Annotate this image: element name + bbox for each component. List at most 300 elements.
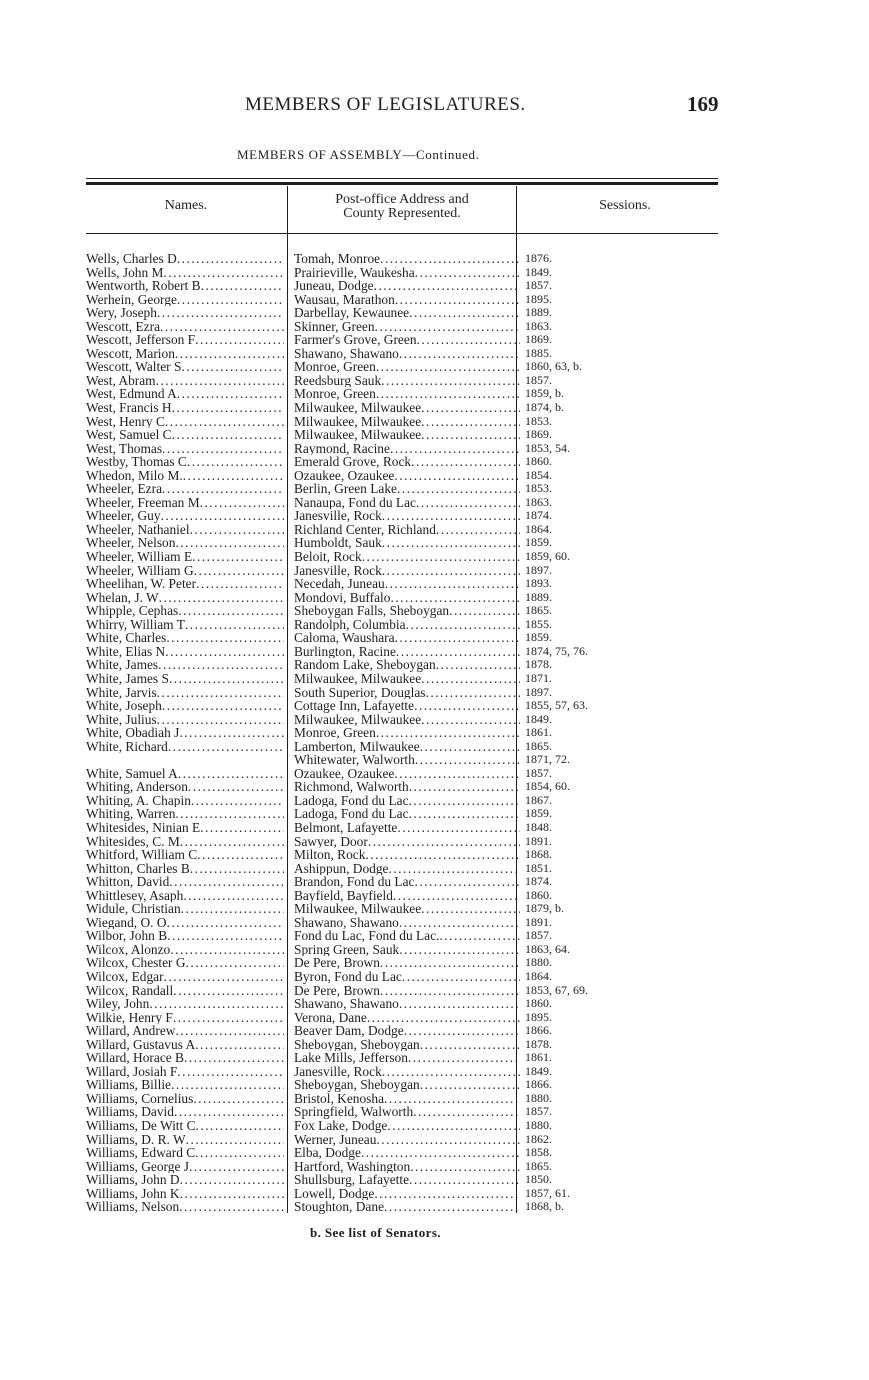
member-name-cell	[86, 658, 284, 672]
dot-leader	[183, 889, 284, 903]
table-row	[86, 767, 588, 781]
member-name: White, Richard	[86, 739, 168, 754]
post-office-address: Shawano, Shawano	[294, 346, 399, 361]
member-name: Whiting, Warren	[86, 807, 176, 821]
member-name: Whiting, A. Chapin	[86, 793, 191, 808]
table-row	[86, 1187, 588, 1201]
member-name: Whirry, William T	[86, 617, 185, 632]
sessions-cell: 1861.	[525, 1050, 552, 1065]
member-name-cell	[86, 1038, 284, 1052]
table-row	[86, 1160, 588, 1174]
post-office-cell	[284, 889, 520, 903]
sessions-cell: 1871.	[525, 670, 552, 685]
member-name-cell	[86, 442, 284, 456]
member-name: Willard, Horace B	[86, 1051, 184, 1065]
dot-leader	[415, 753, 520, 767]
member-name-cell	[86, 956, 284, 970]
member-name-cell	[86, 1011, 284, 1025]
table-row	[86, 428, 588, 442]
sessions-cell: 1849.	[525, 264, 552, 279]
post-office-cell	[284, 347, 520, 361]
table-row	[86, 970, 588, 984]
dot-leader	[408, 1051, 520, 1065]
table-row	[86, 807, 588, 821]
dot-leader	[172, 401, 284, 415]
table-row	[86, 1173, 588, 1187]
member-name-cell	[86, 306, 284, 320]
dot-leader	[421, 401, 520, 415]
table-row	[86, 523, 588, 537]
post-office-cell	[284, 1187, 520, 1201]
dot-leader	[380, 252, 520, 266]
table-row	[86, 1133, 588, 1147]
member-name-cell	[86, 1133, 284, 1147]
post-office-cell	[284, 360, 520, 374]
post-office-cell	[284, 266, 520, 280]
sessions-cell: 1893.	[525, 576, 552, 591]
table-row	[86, 347, 588, 361]
sessions-cell: 1868.	[525, 847, 552, 862]
post-office-cell	[284, 523, 520, 537]
post-office-header-line2: County Represented.	[343, 206, 461, 221]
dot-leader	[174, 1105, 284, 1119]
table-row	[86, 374, 588, 388]
sessions-cell: 1851.	[525, 860, 552, 875]
post-office-cell	[284, 875, 520, 889]
sessions-cell: 1865.	[525, 738, 552, 753]
sessions-cell: 1864.	[525, 968, 552, 983]
dot-leader	[409, 794, 520, 808]
post-office-cell	[284, 293, 520, 307]
dot-leader	[200, 821, 284, 835]
member-name: Whitesides, C. M	[86, 834, 180, 849]
dot-leader	[192, 550, 284, 564]
sessions-cell: 1849.	[525, 711, 552, 726]
member-name-cell	[86, 1065, 284, 1079]
dot-leader	[200, 496, 284, 510]
dot-leader	[409, 306, 520, 320]
sessions-cell: 1880.	[525, 1090, 552, 1105]
post-office-cell	[284, 794, 520, 808]
dot-leader	[426, 686, 520, 700]
member-name: Willard, Gustavus A	[86, 1037, 196, 1052]
member-name-cell	[86, 767, 284, 781]
sessions-cell: 1865.	[525, 1158, 552, 1173]
table-row	[86, 564, 588, 578]
post-office-address: Verona, Dane	[294, 1010, 367, 1025]
dot-leader	[175, 536, 284, 550]
table-row	[86, 686, 588, 700]
sessions-cell: 1874.	[525, 508, 552, 523]
post-office-address: Sheboygan, Sheboygan	[294, 1037, 420, 1052]
sessions-cell: 1874, b.	[525, 400, 564, 415]
member-name-cell	[86, 293, 284, 307]
member-name-cell	[86, 699, 284, 713]
member-name-cell	[86, 984, 284, 998]
sessions-cell: 1850.	[525, 1172, 552, 1187]
post-office-address: Random Lake, Sheboygan	[294, 658, 436, 672]
sessions-cell: 1853.	[525, 413, 552, 428]
post-office-cell	[284, 699, 520, 713]
member-name: Wells, John M	[86, 265, 164, 280]
post-office-address: Milwaukee, Milwaukee	[294, 428, 422, 442]
dot-leader	[193, 1092, 284, 1106]
dot-leader	[178, 604, 284, 618]
post-office-address: South Superior, Douglas	[294, 685, 426, 700]
member-name: Wiegand, O. O	[86, 915, 167, 930]
table-row	[86, 780, 588, 794]
dot-leader	[414, 699, 520, 713]
member-name: Williams, George J	[86, 1159, 189, 1174]
post-office-address: Lamberton, Milwaukee	[294, 739, 420, 754]
post-office-cell	[284, 997, 520, 1011]
post-office-address: Monroe, Green	[294, 726, 376, 740]
dot-leader	[181, 360, 284, 374]
post-office-cell	[284, 577, 520, 591]
member-name: West, Samuel C	[86, 428, 172, 442]
post-office-cell	[284, 1119, 520, 1133]
member-name: West, Abram	[86, 373, 156, 388]
post-office-address: De Pere, Brown	[294, 983, 380, 998]
post-office-cell	[284, 320, 520, 334]
dot-leader	[417, 333, 520, 347]
table-row	[86, 740, 588, 754]
dot-leader	[175, 807, 284, 821]
member-name-cell	[86, 929, 284, 943]
table-row	[86, 658, 588, 672]
footnote: b. See list of Senators.	[310, 1225, 441, 1240]
table-row	[86, 1078, 588, 1092]
post-office-address: Richland Center, Richland	[294, 522, 436, 537]
post-office-address: Milwaukee, Milwaukee	[294, 902, 422, 916]
member-name-cell	[86, 726, 284, 740]
dot-leader	[439, 929, 520, 943]
post-office-address: Milwaukee, Milwaukee	[294, 401, 422, 415]
member-name-cell	[86, 536, 284, 550]
member-name: West, Henry C	[86, 414, 165, 429]
post-office-cell	[284, 1078, 520, 1092]
member-name-cell	[86, 523, 284, 537]
member-name-cell	[86, 740, 284, 754]
post-office-address: Necedah, Juneau	[294, 577, 385, 591]
member-name-cell	[86, 997, 284, 1011]
dot-leader	[409, 807, 520, 821]
post-office-address: Brandon, Fond du Lac	[294, 875, 415, 889]
sessions-cell: 1869.	[525, 427, 552, 442]
sessions-cell: 1859.	[525, 630, 552, 645]
sessions-cell: 1863, 64.	[525, 941, 570, 956]
sessions-cell: 1862.	[525, 1131, 552, 1146]
post-office-cell	[284, 618, 520, 632]
post-office-address: Belmont, Lafayette	[294, 820, 398, 835]
dot-leader	[183, 469, 284, 483]
table-row	[86, 550, 588, 564]
sessions-cell: 1861.	[525, 725, 552, 740]
sessions-cell: 1879, b.	[525, 901, 564, 916]
member-name-cell	[86, 780, 284, 794]
member-name: Wilcox, Randall	[86, 983, 174, 998]
dot-leader	[164, 970, 284, 984]
sessions-cell: 1858.	[525, 1145, 552, 1160]
dot-leader	[402, 970, 520, 984]
dot-leader	[156, 374, 284, 388]
dot-leader	[367, 1011, 520, 1025]
member-name-cell	[86, 387, 284, 401]
dot-leader	[399, 997, 520, 1011]
table-row	[86, 320, 588, 334]
post-office-cell	[284, 509, 520, 523]
post-office-cell	[284, 496, 520, 510]
post-office-address: Milwaukee, Milwaukee	[294, 712, 422, 727]
dot-leader	[406, 618, 520, 632]
post-office-address: De Pere, Brown	[294, 956, 380, 970]
dot-leader	[397, 821, 520, 835]
dot-leader	[421, 428, 520, 442]
sessions-cell: 1867.	[525, 792, 552, 807]
dot-leader	[196, 577, 284, 591]
dot-leader	[390, 591, 520, 605]
table-row	[86, 1065, 588, 1079]
member-name: West, Edmund A	[86, 387, 177, 402]
post-office-cell	[284, 1173, 520, 1187]
dot-leader	[399, 916, 520, 930]
member-name-cell	[86, 848, 284, 862]
post-office-column-header	[290, 193, 514, 221]
member-name-cell	[86, 320, 284, 334]
post-office-address: Beloit, Rock	[294, 550, 362, 564]
dot-leader	[376, 387, 520, 401]
post-office-address: Nanaupa, Fond du Lac	[294, 495, 416, 510]
member-name-cell	[86, 916, 284, 930]
member-name: Wiley, John	[86, 997, 150, 1011]
dot-leader	[393, 889, 520, 903]
table-row	[86, 713, 588, 727]
page-number: 169	[687, 92, 719, 116]
dot-leader	[173, 984, 284, 998]
member-name-cell	[86, 347, 284, 361]
table-row	[86, 577, 588, 591]
table-row	[86, 279, 588, 293]
member-name-cell	[86, 455, 284, 469]
post-office-cell	[284, 956, 520, 970]
dot-leader	[420, 1078, 520, 1092]
member-name: Wheeler, William G	[86, 563, 194, 578]
sessions-cell: 1859, b.	[525, 386, 564, 401]
member-name-cell	[86, 943, 284, 957]
member-name: Wescott, Ezra	[86, 319, 161, 334]
dot-leader	[396, 645, 520, 659]
member-name: Williams, De Witt C	[86, 1119, 196, 1133]
dot-leader	[384, 1092, 520, 1106]
member-name: Williams, David	[86, 1105, 174, 1119]
dot-leader	[186, 1133, 284, 1147]
sessions-cell: 1871, 72.	[525, 752, 570, 767]
member-name: Whedon, Milo M.	[86, 468, 183, 483]
member-name: White, James	[86, 658, 159, 672]
sessions-cell: 1895.	[525, 1009, 552, 1024]
members-table-body	[86, 252, 588, 1214]
member-name: Williams, Edward C	[86, 1146, 196, 1160]
table-row	[86, 902, 588, 916]
dot-leader	[173, 1011, 284, 1025]
member-name: Wilbor, John B	[86, 929, 168, 943]
member-name-cell	[86, 1200, 284, 1214]
table-row	[86, 726, 588, 740]
post-office-address: Shullsburg, Lafayette	[294, 1173, 410, 1187]
table-row	[86, 266, 588, 280]
dot-leader	[167, 916, 284, 930]
sessions-cell: 1857.	[525, 765, 552, 780]
table-row	[86, 1146, 588, 1160]
dot-leader	[165, 645, 284, 659]
post-office-cell	[284, 807, 520, 821]
dot-leader	[195, 1146, 284, 1160]
sessions-cell: 1857.	[525, 1104, 552, 1119]
dot-leader	[374, 279, 520, 293]
table-row	[86, 591, 588, 605]
member-name-cell	[86, 1024, 284, 1038]
member-name: Wheeler, Nathaniel	[86, 522, 190, 537]
post-office-address: Monroe, Green	[294, 360, 376, 374]
dot-leader	[177, 252, 284, 266]
post-office-cell	[284, 550, 520, 564]
member-name: Williams, D. R. W	[86, 1132, 186, 1147]
sessions-cell: 1853, 54.	[525, 440, 570, 455]
member-name: Whiting, Anderson	[86, 780, 188, 794]
member-name: Wescott, Marion	[86, 346, 175, 361]
dot-leader	[149, 997, 284, 1011]
member-name: Wery, Joseph	[86, 306, 157, 320]
post-office-address: Ladoga, Fond du Lac	[294, 793, 409, 808]
post-office-cell	[284, 591, 520, 605]
table-row	[86, 889, 588, 903]
post-office-address: Sheboygan Falls, Sheboygan	[294, 604, 450, 618]
post-office-address: Shawano, Shawano	[294, 997, 399, 1011]
post-office-address: Richmond, Walworth	[294, 780, 409, 794]
post-office-cell	[284, 929, 520, 943]
dot-leader	[185, 618, 284, 632]
dot-leader	[385, 577, 520, 591]
post-office-address: Elba, Dodge	[294, 1146, 361, 1160]
member-name: Wilcox, Chester G	[86, 956, 186, 970]
dot-leader	[436, 523, 520, 537]
dot-leader	[190, 523, 284, 537]
post-office-address: Randolph, Columbia	[294, 617, 406, 632]
dot-leader	[184, 1051, 284, 1065]
table-row	[86, 848, 588, 862]
dot-leader	[374, 1187, 520, 1201]
sessions-cell: 1874, 75, 76.	[525, 643, 588, 658]
post-office-address: Spring Green, Sauk	[294, 942, 400, 957]
member-name: West, Thomas	[86, 441, 163, 456]
member-name-cell	[86, 252, 284, 266]
table-row	[86, 442, 588, 456]
sessions-cell: 1860.	[525, 454, 552, 469]
member-name-cell	[86, 1119, 284, 1133]
post-office-address: Prairieville, Waukesha	[294, 265, 415, 280]
member-name-cell	[86, 333, 284, 347]
post-office-address: Berlin, Green Lake	[294, 482, 397, 496]
post-office-address: Raymond, Racine	[294, 441, 390, 456]
dot-leader	[388, 862, 520, 876]
dot-leader	[161, 509, 284, 523]
member-name: Wescott, Jefferson F	[86, 333, 196, 347]
post-office-cell	[284, 279, 520, 293]
member-name: White, Obadiah J	[86, 726, 180, 740]
dot-leader	[436, 658, 520, 672]
dot-leader	[376, 726, 520, 740]
post-office-cell	[284, 835, 520, 849]
table-row	[86, 1011, 588, 1025]
sessions-cell: 1854, 60.	[525, 779, 570, 794]
post-office-cell	[284, 1065, 520, 1079]
post-office-cell	[284, 387, 520, 401]
post-office-address: Milwaukee, Milwaukee	[294, 671, 422, 686]
member-name-cell	[86, 835, 284, 849]
dot-leader	[411, 455, 520, 469]
table-row	[86, 1105, 588, 1119]
post-office-cell	[284, 1092, 520, 1106]
member-name: Whipple, Cephas	[86, 604, 179, 618]
dot-leader	[171, 1078, 284, 1092]
sessions-cell: 1855, 57, 63.	[525, 698, 588, 713]
sessions-cell: 1863.	[525, 318, 552, 333]
member-name: Wilkie, Henry F	[86, 1010, 173, 1025]
dot-leader	[179, 726, 284, 740]
sessions-cell: 1857.	[525, 372, 552, 387]
member-name-cell	[86, 1146, 284, 1160]
sessions-cell: 1895.	[525, 291, 552, 306]
post-office-address: Reedsburg Sauk	[294, 373, 382, 388]
post-office-cell	[284, 821, 520, 835]
dot-leader	[195, 1038, 284, 1052]
sessions-cell: 1853, 67, 69.	[525, 982, 588, 997]
dot-leader	[382, 509, 520, 523]
post-office-cell	[284, 848, 520, 862]
table-row	[86, 1200, 588, 1214]
dot-leader	[195, 333, 284, 347]
sessions-cell: 1880.	[525, 1118, 552, 1132]
post-office-cell	[284, 1133, 520, 1147]
member-name: Williams, Cornelius	[86, 1091, 194, 1106]
post-office-cell	[284, 455, 520, 469]
dot-leader	[159, 591, 284, 605]
table-row	[86, 699, 588, 713]
member-name-cell	[86, 902, 284, 916]
post-office-address: Milton, Rock	[294, 848, 366, 862]
dot-leader	[175, 347, 284, 361]
post-office-cell	[284, 306, 520, 320]
sessions-cell: 1866.	[525, 1023, 552, 1038]
member-name-cell	[86, 713, 284, 727]
post-office-address: Fond du Lac, Fond du Lac.	[294, 929, 440, 943]
post-office-cell	[284, 767, 520, 781]
member-name-cell	[86, 564, 284, 578]
dot-leader	[179, 1200, 284, 1214]
sessions-cell: 1860, 63, b.	[525, 359, 582, 374]
member-name: Wentworth, Robert B	[86, 279, 201, 293]
post-office-address: Milwaukee, Milwaukee	[294, 414, 422, 429]
sessions-cell: 1878.	[525, 1036, 552, 1051]
post-office-address: Tomah, Monroe	[294, 252, 381, 266]
member-name: Williams, Nelson	[86, 1200, 180, 1214]
table-row	[86, 1051, 588, 1065]
sessions-cell: 1889.	[525, 589, 552, 604]
dot-leader	[375, 320, 520, 334]
table-row	[86, 333, 588, 347]
dot-leader	[415, 266, 520, 280]
dot-leader	[415, 875, 521, 889]
